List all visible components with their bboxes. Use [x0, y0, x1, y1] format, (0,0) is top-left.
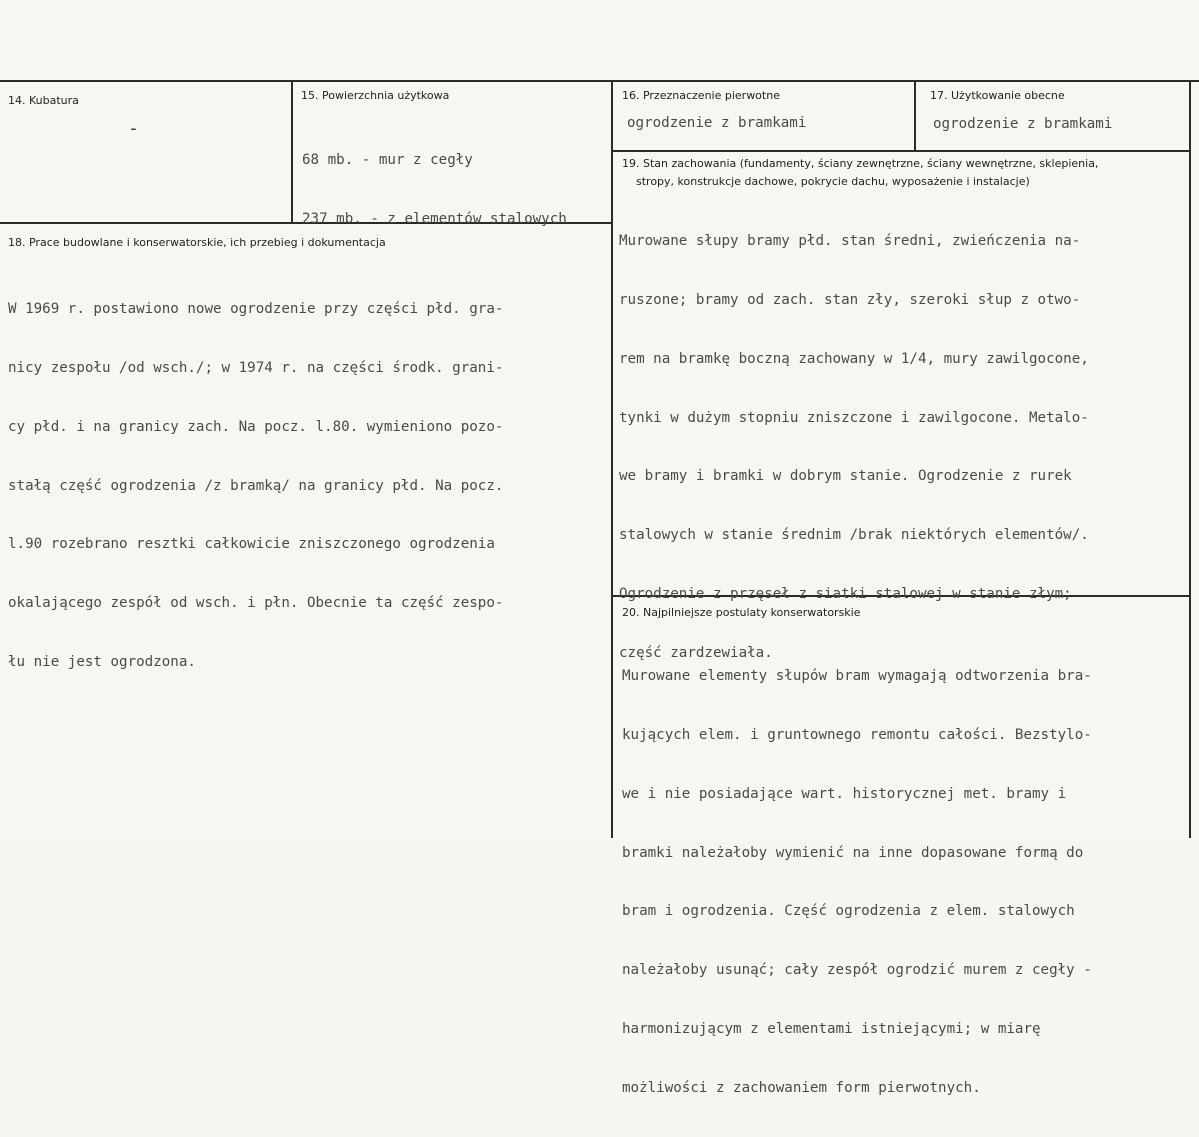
field-18-line: cy płd. i na granicy zach. Na pocz. l.80. wymieniono pozo-	[8, 418, 504, 435]
field-15-line: 237 mb. - z elementów stalowych	[302, 210, 567, 227]
field-20-label: 20. Najpilniejsze postulaty konserwatorskie	[622, 606, 861, 619]
field-20-line: bramki należałoby wymienić na inne dopasowane formą do	[622, 844, 1084, 861]
field-19-line: tynki w dużym stopniu zniszczone i zawilgocone. Metalo-	[619, 409, 1089, 426]
field-20-line: kujących elem. i gruntownego remontu całości. Bezstylo-	[622, 726, 1092, 743]
field-19-line: stalowych w stanie średnim /brak niektórych elementów/.	[619, 527, 1089, 544]
field-14-label: 14. Kubatura	[8, 94, 79, 107]
center-divider	[611, 81, 613, 838]
field-19-line: część zardzewiała.	[619, 644, 773, 661]
field-20-line: należałoby usunąć; cały zespół ogrodzić murem z cegły -	[622, 962, 1092, 979]
field-18-line: stałą część ogrodzenia /z bramką/ na granicy płd. Na pocz.	[8, 477, 504, 494]
field-18-line: l.90 rozebrano resztki całkowicie zniszczonego ogrodzenia	[8, 536, 495, 553]
field-18-line: łu nie jest ogrodzona.	[8, 653, 196, 670]
field-19-line: Murowane słupy bramy płd. stan średni, zwieńczenia na-	[619, 233, 1081, 250]
right-edge	[1189, 81, 1191, 838]
field-18-line: nicy zespołu /od wsch./; w 1974 r. na części środk. grani-	[8, 359, 504, 376]
field-20-line: możliwości z zachowaniem form pierwotnych.	[622, 1079, 981, 1096]
field-17-value: ogrodzenie z bramkami	[933, 116, 1113, 132]
field-20-line: bram i ogrodzenia. Część ogrodzenia z elem. stalowych	[622, 903, 1075, 920]
field-19-label-line1: 19. Stan zachowania (fundamenty, ściany zewnętrzne, ściany wewnętrzne, sklepienia,	[622, 157, 1099, 170]
field-15-line: 68 mb. - mur z cegły	[302, 152, 473, 169]
field-18-value	[8, 261, 503, 712]
field-19-line: ruszone; bramy od zach. stan zły, szeroki słup z otwo-	[619, 291, 1081, 308]
rule-below-16-17	[611, 150, 1191, 152]
divider-16-17	[914, 81, 916, 151]
field-15-label: 15. Powierzchnia użytkowa	[301, 89, 450, 102]
field-19-line: rem na bramkę boczną zachowany w 1/4, mury zawilgocone,	[619, 350, 1089, 367]
field-20-line: harmonizującym z elementami istniejącymi; w miarę	[622, 1020, 1041, 1037]
field-16-label: 16. Przeznaczenie pierwotne	[622, 89, 780, 102]
field-19-line: Ogrodzenie z przęseł z siatki stalowej w stanie złym;	[619, 585, 1072, 602]
field-14-value: -	[128, 118, 139, 139]
field-18-line: okalającego zespół od wsch. i płn. Obecnie ta część zespo-	[8, 595, 504, 612]
field-20-line: we i nie posiadające wart. historycznej met. bramy i	[622, 785, 1067, 802]
divider-14-15	[291, 81, 293, 223]
field-16-value: ogrodzenie z bramkami	[627, 115, 807, 131]
field-18-line: W 1969 r. postawiono nowe ogrodzenie przy części płd. gra-	[8, 301, 504, 318]
field-19-line: we bramy i bramki w dobrym stanie. Ogrodzenie z rurek	[619, 468, 1072, 485]
field-18-label: 18. Prace budowlane i konserwatorskie, ich przebieg i dokumentacja	[8, 236, 386, 249]
top-rule	[0, 80, 1199, 82]
field-20-line: Murowane elementy słupów bram wymagają odtworzenia bra-	[622, 668, 1092, 685]
field-17-label: 17. Użytkowanie obecne	[930, 89, 1065, 102]
field-19-label-line2: stropy, konstrukcje dachowe, pokrycie dachu, wyposażenie i instalacje)	[636, 175, 1030, 188]
field-19-value	[619, 193, 1089, 702]
field-20-value	[622, 628, 1092, 1137]
